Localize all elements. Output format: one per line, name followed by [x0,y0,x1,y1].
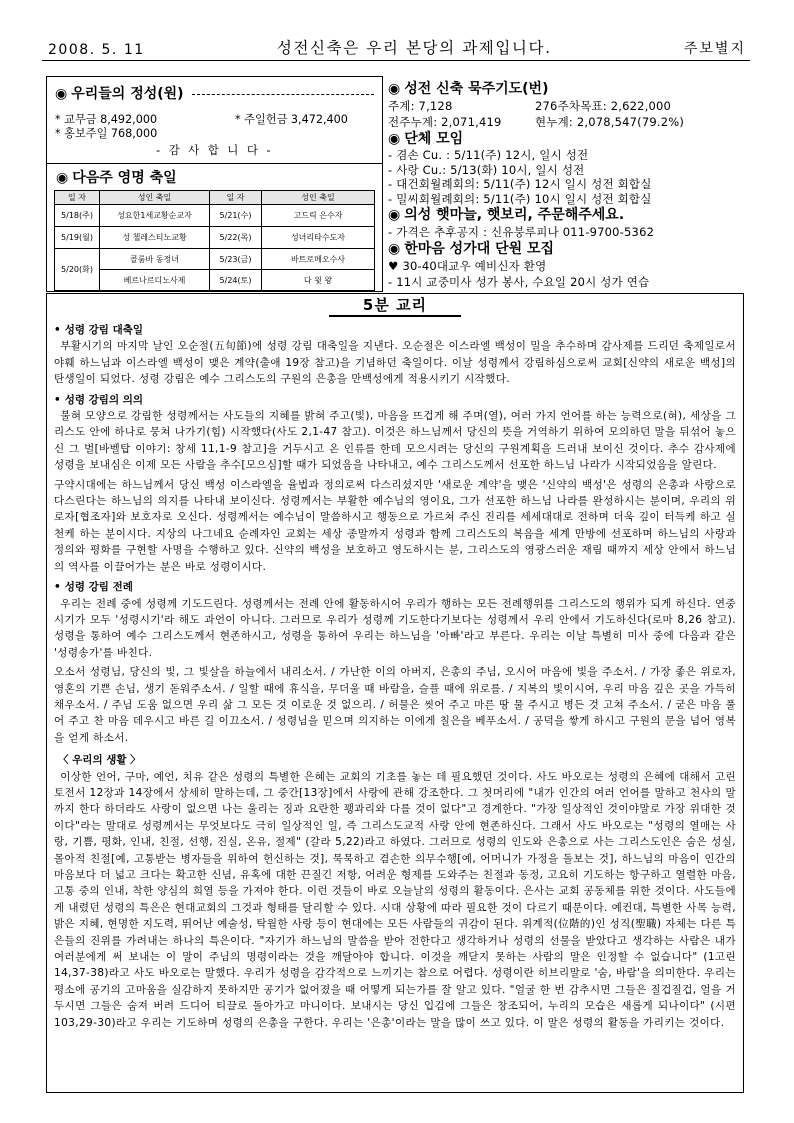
rosary-row [388,98,746,114]
thanks-text: - 감 사 합 니 다 - [156,143,273,157]
feast-date: 5/19(월) [55,227,100,249]
group-item: - 밀씨회월례회의: 5/11(주) 10시 일시 성전 회합실 [388,191,652,206]
rosary-current-total: 현누계: 2,078,547(79.2%) [535,115,685,129]
groups-heading [388,130,746,148]
feast-saint: 베르나르디노사제 [100,270,210,291]
circle-bullet-icon: ◉ [388,81,401,97]
choir-welcome-text: 30-40대교우 예비신자 환영 [402,259,547,273]
circle-bullet-icon: ◉ [56,170,69,186]
paragraph: 불혀 모양으로 강림한 성령께서는 사도들의 지혜를 밝혀 주고(빛), 마음을 뜨겁게 해 주며(열), 여러 가지 언어를 하는 능력으로(혀), 세상을 그리스도 안에 하나로 뭉쳐 나가기(힘) 시작했다(사도 2,1-47 참고). 이것은 하느님께서 당신의 뜻을 거역하기 위하여 모의하던 말을 뒤섞어 놓으신 그 벌[바벨탑 이야기: 창세 11,1-9 참고]을 거두시고 온 인류를 한데 모으시려는 당신의 구원계획을 드러내 보이신 것이다. 추수 감사제에 성령을 보내심은 이제 모든 사람을 추수[모으심]할 때가 되었음을 나타내고, 예수 그리스도께서 선포한 하느님 나라가 시작되었음을 알린다. [54,410,736,472]
feast-saint: 다 윗 왕 [262,270,375,291]
section-heading [54,392,736,408]
bullet-icon: • [54,324,61,336]
rosary-heading [388,80,746,98]
hymn-paragraph: 오소서 성령님, 당신의 빛, 그 빛살을 하늘에서 내리소서. / 가난한 이의 아버지, 은총의 주님, 오시어 마음에 빛을 주소서. / 가장 좋은 위로자, 영혼의 기쁜 손님, 생기 돋워주소서. / 일할 때에 휴식을, 무더울 때 바람을, 슬플 때에 위로를. / 지복의 빛이시여, 우리 마음 깊은 곳을 가득히 채우소서. / 주님 도움 없으면 우리 삶 그 모든 것 이로운 것 없으리. / 허물은 씻어 주고 마른 땅 물 주시고 병든 것 고쳐 주소서. / 굳은 마음 풀어 주고 찬 마음 데우시고 바른 길 이끄소서. / 성령님을 믿으며 의지하는 이에게 칠은을 베푸소서. / 공덕을 쌓게 하시고 구원의 문을 넘어 영복을 얻게 하소서. [54,666,736,744]
feast-date: 5/20(화) [55,249,100,291]
column-header: 일 자 [55,191,100,205]
feast-saint: 고드릭 은수자 [262,205,375,227]
column-header: 성인 축일 [100,191,210,205]
choir-welcome [388,258,746,274]
offerings-heading-row [55,83,374,103]
paragraph: 부활시기의 마지막 날인 오순절(五旬節)에 성령 강림 대축일을 지낸다. 오순절은 이스라엘 백성이 밀을 추수하며 감사제를 드리던 축제일로서 야훼 하느님과 이스라엘 백성이 맺은 계약(출애 19장 참고)을 기념하던 축일이다. 이날 성령께서 강림하심으로써 교회[신약의 새로운 백성]의 탄생일이 되었다. 성령 강림은 예수 그리스도의 구원의 은총을 만백성에게 적용시키기 시작했다. [54,340,736,386]
feasts-box [46,163,383,292]
garlic-heading-text: 의성 햇마늘, 햇보리, 주문해주세요. [404,207,625,223]
garlic-heading [388,206,746,224]
table-row [55,205,375,227]
circle-bullet-icon: ◉ [55,86,68,102]
offerings-box [46,76,383,164]
group-item: - 대건회월례회의: 5/11(주) 12시 일시 성전 회합실 [388,177,652,191]
rosary-heading-text: 성전 신축 묵주기도(번) [404,81,549,97]
rosary-weekly: 주계: 7,128 [388,99,453,113]
feasts-table [54,190,375,291]
group-item: - 사랑 Cu.: 5/13(화) 10시, 일시 성전 [388,162,585,177]
paragraph: 우리는 전례 중에 성령께 기도드린다. 성령께서는 전례 안에 활동하시어 우리가 행하는 모든 전례행위를 그리스도의 행위가 되게 하신다. 연중시기가 모두 '성령시기'라 해도 과언이 아니다. 그러므로 우리가 성령께 기도한다기보다는 성령께서 우리 안에서 기도하신다(로마 8,26 참고). 성령을 통하여 예수 그리스도께서 현존하시고, 성령을 통하여 우리는 하느님을 '아빠'라고 부른다. 우리는 이날 특별히 미사 중에 다음과 같은 '성령송가'를 바친다. [54,597,736,659]
feast-saint: 성요한1세교황순교자 [100,205,210,227]
section-heading: 〈 우리의 생활 〉 [58,754,141,767]
bulletin-slogan: 성전신축은 우리 본당의 과제입니다. [276,39,552,57]
feast-saint: 성녀리타수도자 [262,227,375,249]
choir-detail: - 11시 교중미사 성가 봉사, 수요일 20시 성가 연습 [388,275,650,289]
circle-bullet-icon: ◉ [388,241,401,257]
feast-saint: 콜룸바 동정녀 [100,249,210,270]
table-header-row [55,191,375,205]
dashed-divider [192,94,374,95]
groups-heading-text: 단체 모임 [404,131,464,147]
table-row [55,249,375,270]
offerings-row [55,127,374,141]
column-header: 일 자 [210,191,262,205]
rosary-target: 276주차목표: 2,622,000 [535,99,672,113]
bullet-icon: • [54,393,61,406]
doctrine-title-row [54,294,736,318]
offerings-row [55,113,374,127]
choir-heading-text: 한마음 성가대 단원 모집 [404,241,555,257]
offering-item: * 교무금 8,492,000 [55,113,158,126]
bulletin-header [42,36,750,61]
circle-bullet-icon: ◉ [388,131,401,147]
rosary-row [388,114,746,130]
offerings-heading [55,83,184,103]
table-row [55,270,375,291]
feast-date: 5/24(토) [210,270,262,291]
bullet-icon: • [54,581,61,594]
feast-date: 5/18(주) [55,205,100,227]
paragraph: 이상한 언어, 구마, 예언, 치유 같은 성령의 특별한 은혜는 교회의 기초를 놓는 데 필요했던 것이다. 사도 바오로는 성령의 은혜에 대해서 고린토전서 12장과 14장에서 상세히 말하는데, 그 중간[13장]에서 사랑에 관해 강조한다. 그 첫머리에 "내가 인간의 여러 언어를 말하고 천사의 말까지 한다 하더라도 사랑이 없으면 나는 울리는 징과 요란한 꽹과리와 다를 것이 없다"고 경계한다. "가장 일상적인 것이야말로 가장 위대한 것이다"라는 말대로 성령께서는 무엇보다도 극히 일상적인 일, 즉 그리스도교적 사랑 안에 현존하신다. 그래서 사도 바오로는 "성령의 열매는 사랑, 기쁨, 평화, 인내, 친절, 선행, 진실, 온유, 절제" (갈라 5,22)라고 하였다. 그러므로 성령의 인도와 은총으로 사는 그리스도인은 숨은 성실, 몰아적 친절[예, 고통받는 병자들을 위하여 헌신하는 것], 묵묵하고 겸손한 의무수행[예, 어머니가 가정을 돌보는 것], 하느님의 마음이 인간의 마음보다 더 넓고 크다는 확고한 신념, 유혹에 대한 끈질긴 저항, 어려운 형제를 도와주는 친절과 동정, 고요히 기도하는 항구하고 열렬한 마음, 고통 중의 인내, 착한 양심의 희열 등을 가져야 한다. 이런 것들이 바로 오늘날의 성령의 활동이다. 은사는 교회 공동체를 위한 것이다. 사도들에게 내렸던 성령의 특은은 현대교회의 그것과 형태를 달리할 수 있다. 시대 상황에 따라 필요한 것이 다르기 때문이다. 예컨대, 특별한 사목 능력, 밝은 지혜, 현명한 지도력, 뛰어난 예술성, 탁월한 사랑 등이 현대에는 모든 사람들의 귀감이 된다. 위계적(位階的)인 성직(聖職) 자체는 다른 특은들의 진위를 가려내는 하나의 특은이다. "자기가 하느님의 말씀을 받아 전한다고 생각하거나 성령의 선물을 받았다고 생각하는 사람은 내가 여러분에게 써 보내는 이 말이 주님의 명령이라는 것을 깨달아야 합니다. 이것을 깨닫지 못하는 사람의 말은 인정할 수 없습니다" (1고린 14,37-38)라고 사도 바오로는 말했다. 우리가 성령을 감각적으로 느끼기는 참으로 어렵다. 성령이란 히브리말로 '숨, 바람'을 의미한다. 우리는 평소에 공기의 고마움을 실감하지 못하지만 공기가 없어졌을 때 어떻게 되는가를 잘 알고 있다. "얼굴 한 번 감추시면 그들은 질겁질겁, 얼을 거두시면 그들은 숨져 버려 드디어 티끌로 돌아가고 마니이다. 보내시는 당신 입김에 그들은 창조되어, 누리의 모습은 새롭게 되나이다" (시편 103,29-30)라고 우리는 기도하며 성령의 은총을 구한다. 우리는 '은총'이라는 말을 많이 쓰고 있다. 이 말은 성령의 활동을 가리키는 것이다. [54,770,736,1029]
rosary-prev-total: 전주누계: 2,071,419 [388,115,502,129]
offerings-heading-text: 우리들의 정성(원) [71,86,184,102]
paragraph: 구약시대에는 하느님께서 당신 백성 이스라엘을 율법과 정의로써 다스리셨지만 '새로운 계약'을 맺은 '신약의 백성'은 성령의 은총과 사랑으로 다스린다는 하느님의 의지를 나타내 보이신다. 성령께서는 부활한 예수님의 영이요, 그가 선포한 하느님 나라를 완성하시는 분이며, 우리의 위로자[협조자]와 보호자로 오신다. 성령께서는 예수님이 말씀하시고 행동으로 가르쳐 주신 진리를 세세대대로 전하며 더욱 깊이 터득케 하고 실천케 하는 분이시다. 지상의 나그네요 순례자인 교회는 세상 종말까지 성령과 함께 그리스도의 복음을 세계 만방에 선포하며 하느님의 사랑과 정의와 평화를 구현할 사명을 수행하고 있다. 신약의 백성을 보호하고 영도하시는 분, 그리스도의 영광스러운 재림 때까지 세상 안에서 하느님의 역사를 이끌어가는 분은 바로 성령이시다. [54,478,736,573]
feast-saint: 성 첼레스티노교황 [100,227,210,249]
garlic-detail: - 가격은 추후공지 : 신유붕루피나 011-9700-5362 [388,225,655,239]
circle-bullet-icon: ◉ [388,207,401,223]
doctrine-title: 5분 교리 [329,294,461,317]
section-heading [54,322,736,338]
feasts-heading-row [54,164,382,190]
offering-item: * 홍보주일 768,000 [55,127,158,140]
section-heading [54,579,736,595]
section-heading-text: 성령 강림 대축일 [64,324,144,336]
offering-item: * 주일헌금 3,472,400 [235,113,348,126]
column-header: 성인 축일 [262,191,375,205]
feast-date: 5/23(금) [210,249,262,270]
feasts-heading-text: 다음주 영명 축일 [72,170,177,186]
feast-date: 5/21(수) [210,205,262,227]
bulletin-date: 2008. 5. 11 [48,42,145,58]
choir-heading [388,240,746,258]
section-heading-text: 성령 강림 전례 [64,581,133,594]
group-item: - 겸손 Cu. : 5/11(주) 12시, 일시 성전 [388,148,589,162]
feast-date: 5/22(목) [210,227,262,249]
notices-column [388,80,746,290]
heart-icon: ♥ [388,259,399,273]
bulletin-label: 주보별지 [683,41,746,57]
feasts-heading [56,167,177,187]
section-heading-text: 성령 강림의 의의 [64,393,144,406]
feast-saint: 바트로메오수사 [262,249,375,270]
doctrine-box [46,293,744,1093]
table-row [55,227,375,249]
